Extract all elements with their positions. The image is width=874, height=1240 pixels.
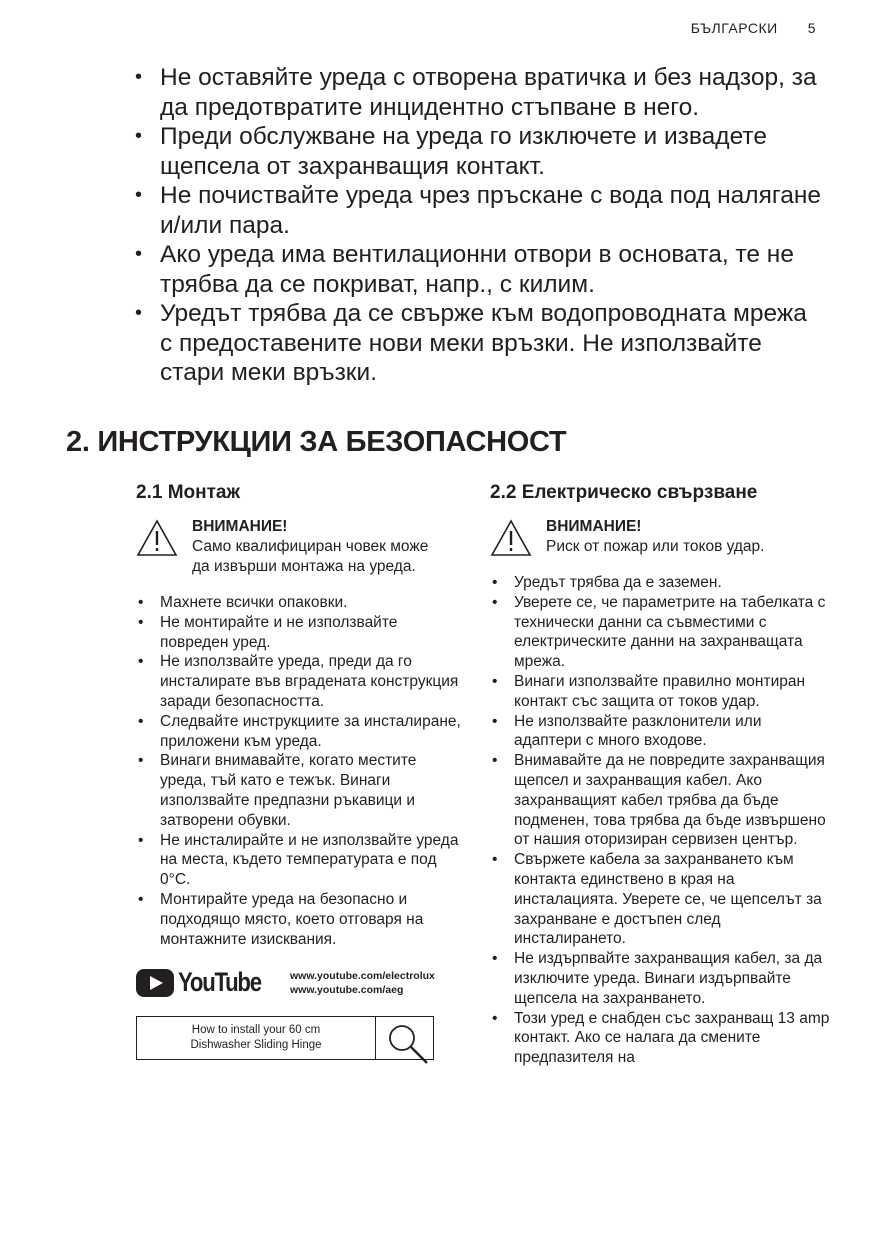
list-item: • Уверете се, че параметрите на табелката с технически данни са съвместими с електрическите данни на захранващата мрежа. — [490, 593, 830, 672]
electrical-title: 2.2 Електрическо свързване — [490, 482, 758, 503]
magnifier-icon — [384, 1021, 432, 1069]
header-language: БЪЛГАРСКИ — [690, 20, 778, 36]
installation-warning — [136, 517, 466, 577]
youtube-logo — [136, 967, 274, 998]
list-item: • Ако уреда има вентилационни отвори в основата, те не трябва да се покриват, напр., с килим. — [132, 240, 822, 299]
warning-title: ВНИМАНИЕ! — [192, 518, 288, 535]
warning-triangle-icon — [136, 519, 178, 557]
video-search-line: Dishwasher Sliding Hinge — [190, 1039, 322, 1052]
video-search-button[interactable] — [375, 1017, 433, 1059]
installation-title: 2.1 Монтаж — [136, 482, 240, 503]
list-item: • Не използвайте уреда, преди да го инсталирате във вградената конструкция заради безопасността. — [136, 652, 466, 711]
youtube-play-icon — [136, 969, 174, 997]
list-item: • Не монтирайте и не използвайте повреден уред. — [136, 613, 466, 653]
warning-text: Само квалифициран човек може да извърши монтажа на уреда. — [192, 538, 429, 575]
page-number: 5 — [807, 20, 816, 36]
warning-title: ВНИМАНИЕ! — [546, 518, 642, 535]
list-item: • Винаги използвайте правилно монтиран контакт със защита от токов удар. — [490, 672, 830, 712]
electrical-column — [490, 480, 830, 1068]
list-item: • Уредът трябва да е заземен. — [490, 573, 830, 593]
installation-bullet-list — [136, 593, 466, 949]
page-header — [691, 20, 816, 36]
electrical-bullet-list — [490, 573, 830, 1068]
list-item: • Внимавайте да не повредите захранващия щепсел и захранващия кабел. Ако захранващият кабел трябва да бъде подменен, това трябва да бъде извършено от нашия оторизиран сервизен център. — [490, 751, 830, 850]
electrical-warning — [490, 517, 830, 557]
list-item: • Не почиствайте уреда чрез пръскане с вода под налягане и/или пара. — [132, 181, 822, 240]
list-item: • Преди обслужване на уреда го изключете и извадете щепсела от захранващия контакт. — [132, 122, 822, 181]
video-search-box[interactable] — [136, 1016, 434, 1060]
list-item: • Свържете кабела за захранването към контакта единствено в края на инсталацията. Уверете се, че щепселът за захранване е достъпен след инсталирането. — [490, 850, 830, 949]
list-item: • Следвайте инструкциите за инсталиране, приложени към уреда. — [136, 712, 466, 752]
list-item: • Не използвайте разклонители или адаптери с много входове. — [490, 712, 830, 752]
youtube-row — [136, 967, 466, 998]
warning-triangle-icon — [490, 519, 532, 557]
list-item: • Уредът трябва да се свърже към водопроводната мрежа с предоставените нови меки връзки. Не използвайте стари меки връзки. — [132, 299, 822, 388]
video-search-text — [137, 1017, 375, 1059]
list-item: • Монтирайте уреда на безопасно и подходящо място, което отговаря на монтажните изисквания. — [136, 890, 466, 949]
list-item: • Този уред е снабден със захранващ 13 amp контакт. Ако се налага да смените предпазителя на — [490, 1009, 830, 1068]
section-title: 2. ИНСТРУКЦИИ ЗА БЕЗОПАСНОСТ — [66, 426, 567, 458]
list-item: • Махнете всички опаковки. — [136, 593, 466, 613]
youtube-logo-text: YouTube — [178, 967, 261, 998]
intro-bullet-list — [132, 63, 822, 388]
list-item: • Винаги внимавайте, когато местите уреда, тъй като е тежък. Винаги използвайте предпазни ръкавици и затворени обувки. — [136, 751, 466, 830]
youtube-links — [290, 969, 435, 997]
video-search-line: How to install your 60 cm — [191, 1024, 321, 1037]
installation-column — [136, 480, 466, 1060]
list-item: • Не инсталирайте и не използвайте уреда на места, където температурата е под 0°C. — [136, 831, 466, 890]
youtube-link-electrolux[interactable]: www.youtube.com/electrolux — [290, 969, 435, 982]
list-item: • Не издърпвайте захранващия кабел, за да изключите уреда. Винаги издърпвайте щепсела на захранването. — [490, 949, 830, 1008]
list-item: • Не оставяйте уреда с отворена вратичка и без надзор, за да предотвратите инцидентно стъпване в него. — [132, 63, 822, 122]
youtube-link-aeg[interactable]: www.youtube.com/aeg — [290, 983, 404, 996]
warning-text: Риск от пожар или токов удар. — [546, 538, 765, 555]
